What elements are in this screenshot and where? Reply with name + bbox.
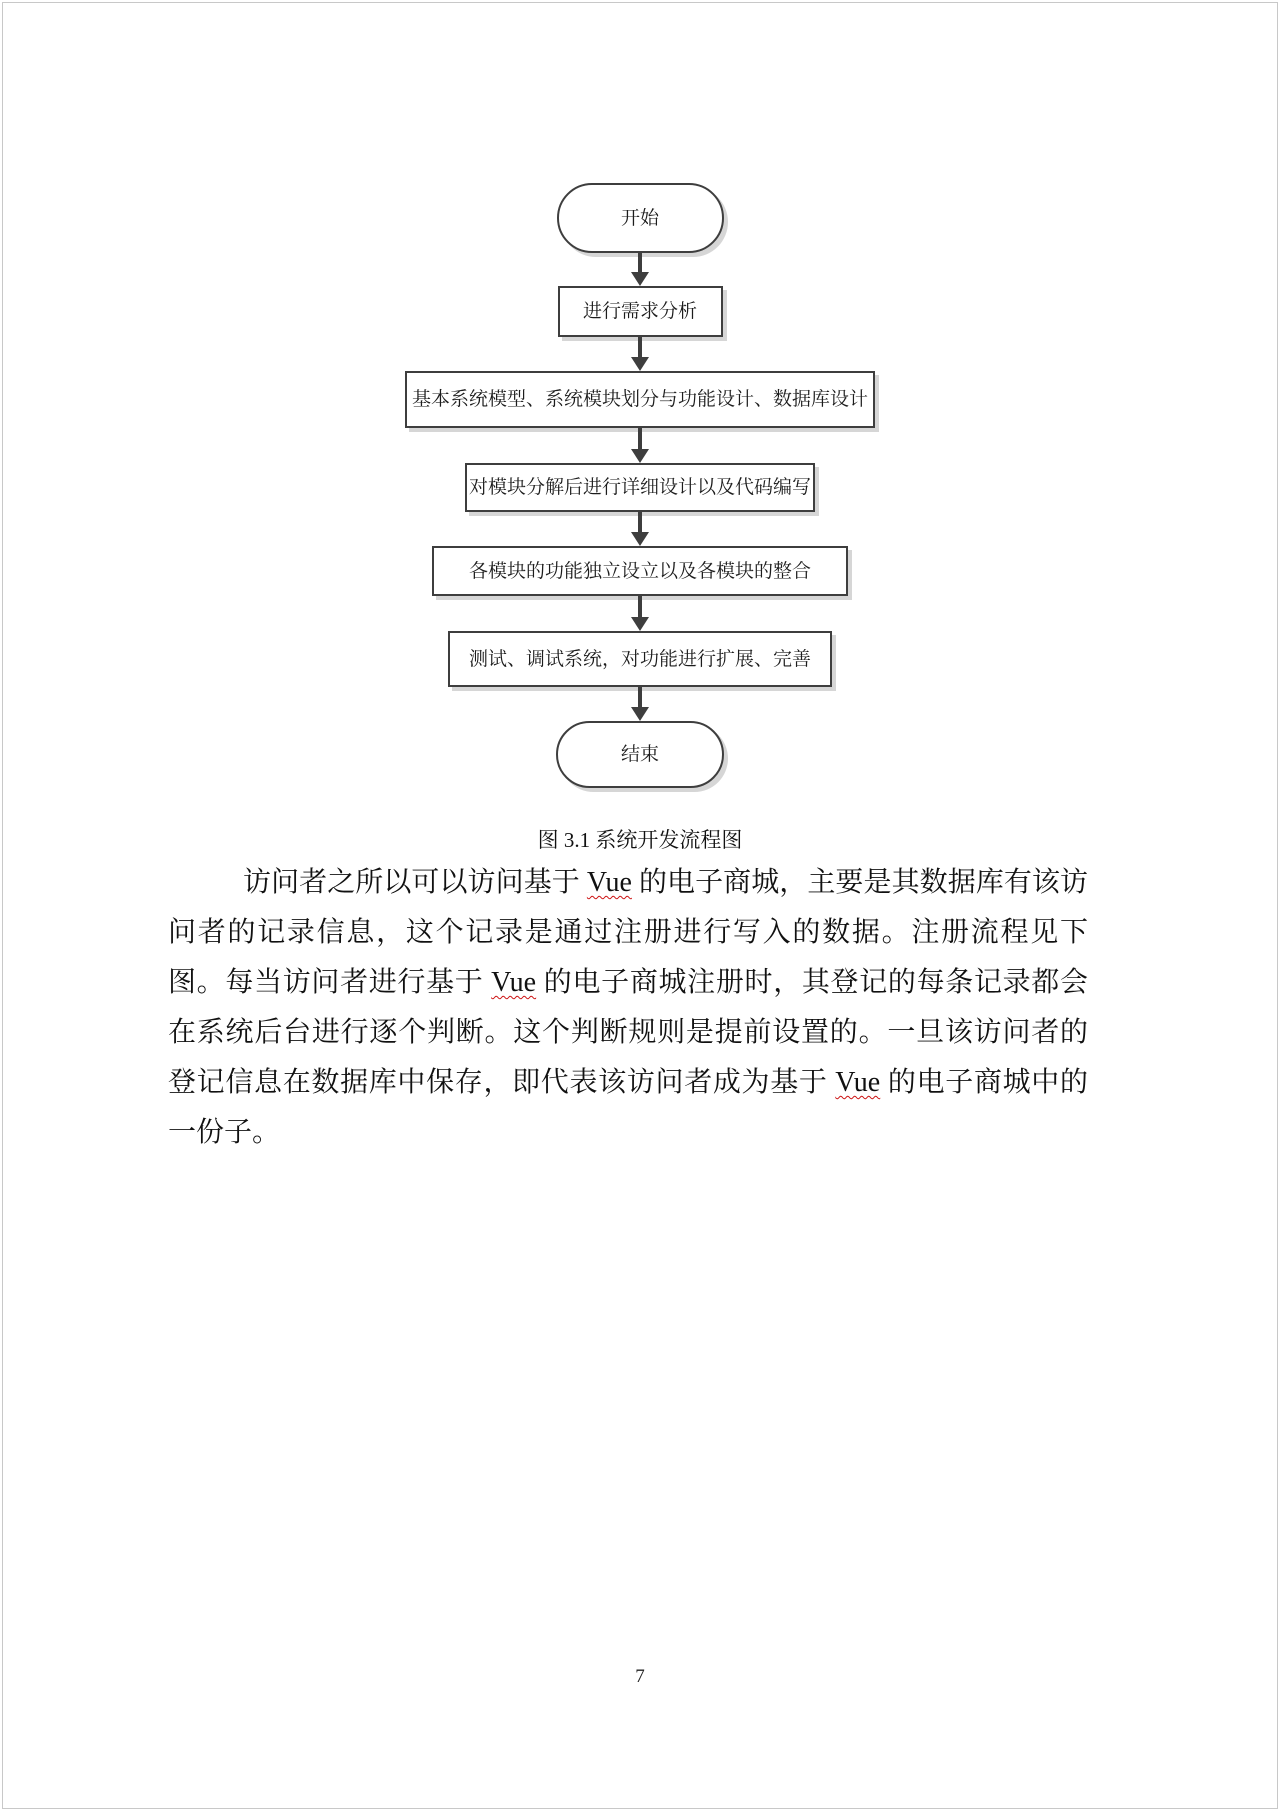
flowchart-arrow: [631, 687, 649, 721]
vue-term-misspelled: Vue: [835, 1067, 881, 1098]
figure-caption: 图 3.1 系统开发流程图: [537, 828, 743, 852]
flow-arrow-head: [631, 272, 649, 286]
vue-term-misspelled: Vue: [586, 867, 632, 898]
paragraph-text: 的电子商城注册时，其登记的每条记录都会在系统后台进行逐个判断。这个判断规则是提前设置的。一旦该访问者的登记信息在数据库中保存，即代表该访问者成为基于: [168, 967, 1088, 1098]
flowchart-node-system-model: [405, 371, 875, 428]
flowchart-node-label: 结束: [620, 744, 659, 765]
flowchart-node-label: 基本系统模型、系统模块划分与功能设计、数据库设计: [411, 389, 868, 410]
flow-arrow-stem: [638, 428, 642, 449]
paragraph-text: 的电子商城中的一份子。: [168, 1067, 1088, 1148]
flowchart-node-start: [557, 183, 724, 253]
flow-arrow-head: [631, 357, 649, 371]
flowchart-node-module-integration: [432, 546, 848, 596]
paragraph-text: 访问者之所以可以访问基于: [243, 867, 587, 898]
flow-arrow-head: [631, 449, 649, 463]
flowchart-arrow: [631, 428, 649, 463]
page-number: 7: [635, 1666, 645, 1687]
system-development-flowchart: [0, 183, 1280, 788]
flowchart-node-label: 测试、调试系统，对功能进行扩展、完善: [468, 648, 811, 670]
flowchart-arrow: [631, 337, 649, 371]
paragraph-text: 的电子商城，主要是其数据库有该访问者的记录信息，这个记录是通过注册进行写入的数据。注册流程见下图。每当访问者进行基于: [168, 867, 1088, 998]
flow-arrow-stem: [638, 687, 642, 707]
flow-arrow-stem: [638, 512, 642, 532]
flow-arrow-stem: [638, 253, 642, 272]
flowchart-node-testing: [448, 631, 832, 687]
flowchart-node-label: 各模块的功能独立设立以及各模块的整合: [468, 560, 811, 582]
flow-arrow-stem: [638, 337, 642, 357]
flowchart-node-requirements: [558, 286, 723, 337]
flow-arrow-head: [631, 532, 649, 546]
flowchart-node-label: 开始: [620, 207, 659, 229]
flowchart-node-label: 对模块分解后进行详细设计以及代码编写: [468, 477, 811, 498]
flowchart-node-label: 进行需求分析: [582, 301, 697, 322]
flow-arrow-stem: [638, 596, 642, 617]
flowchart-node-detail-design: [465, 463, 815, 512]
body-paragraph: [168, 858, 1088, 1158]
flow-arrow-head: [631, 617, 649, 631]
flow-arrow-head: [631, 707, 649, 721]
flowchart-node-end: [556, 721, 724, 788]
vue-term-misspelled: Vue: [491, 967, 537, 998]
flowchart-arrow: [631, 512, 649, 546]
flowchart-arrow: [631, 596, 649, 631]
flowchart-arrow: [631, 253, 649, 286]
